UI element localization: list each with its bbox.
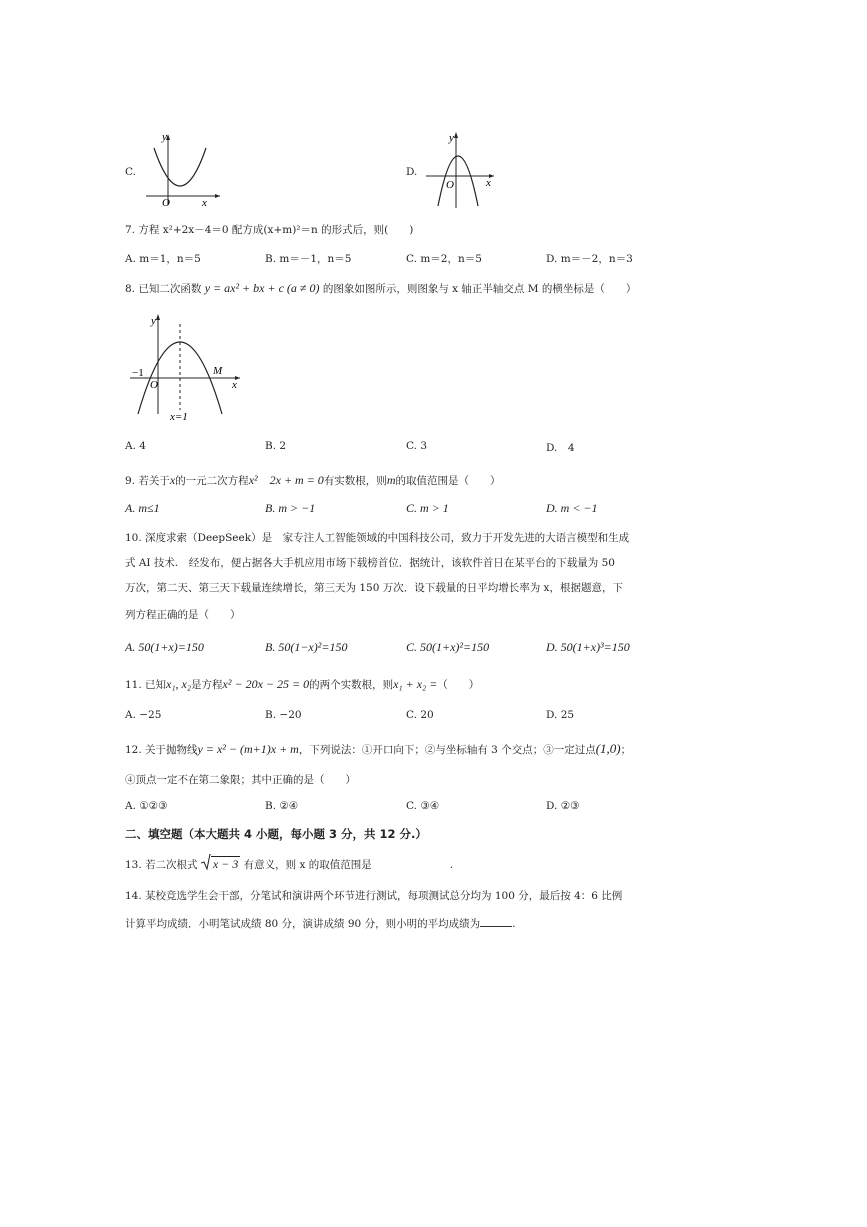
negative-one-label: −1 — [132, 367, 144, 379]
graph-option-d — [422, 128, 502, 210]
x-axis-label: x — [232, 379, 237, 391]
q12-point: (1,0) — [595, 741, 621, 756]
q9-variable-x: x — [169, 473, 176, 487]
parabola-curve — [438, 156, 478, 206]
q9-equation: x² 2x + m = 0 — [248, 473, 324, 487]
question-10-line-2: 式 AI 技术. 经发布，便占据各大手机应用市场下载榜首位．据统计，该软件首日在某平台的下载量为 50 — [125, 557, 615, 569]
question-14-line-2 — [125, 916, 515, 931]
q11-equation: x² − 20x − 25 = 0 — [222, 677, 310, 691]
q11-option-b: B. −20 — [265, 709, 302, 721]
q9-stem-end: 的取值范围是（ ） — [395, 475, 501, 487]
q9-option-a: A. m≤1 — [125, 501, 160, 515]
section-2-title: 二、填空题（本大题共 4 小题，每小题 3 分，共 12 分.） — [125, 827, 427, 841]
q11-option-a: A. −25 — [125, 709, 162, 721]
q14-line-2-text: 计算平均成绩．小明笔试成绩 80 分，演讲成绩 90 分，则小明的平均成绩为 — [125, 918, 481, 930]
q11-stem-end: （ ） — [437, 679, 480, 691]
q11-stem-post: 的两个实数根，则 — [309, 679, 394, 691]
q11-roots: x₁, x₂ — [166, 677, 192, 691]
question-10-line-3: 万次，第二天、第三天下载量连续增长，第三天为 150 万次．设下载量的日平均增长率为 x，根据题意，下 — [125, 582, 623, 594]
q9-option-c: C. m > 1 — [406, 501, 449, 515]
origin-label: O — [150, 379, 158, 391]
x-axis-label: x — [202, 197, 207, 208]
y-axis-label: y — [449, 132, 454, 144]
graph-option-c — [138, 130, 228, 208]
q9-option-d: D. m < −1 — [546, 501, 598, 515]
q8-parabola-graph — [128, 312, 246, 424]
q13-stem-pre: 13. 若二次根式 — [125, 859, 198, 871]
y-axis-label: y — [162, 131, 167, 143]
q11-option-c: C. 20 — [406, 709, 434, 721]
q12-option-b: B. ②④ — [265, 800, 299, 812]
q8-option-b: B. 2 — [265, 440, 287, 452]
q8-option-a: A. 4 — [125, 440, 146, 452]
q9-stem-mid: 的一元二次方程 — [175, 475, 249, 487]
q13-radicand: x − 3 — [212, 857, 239, 871]
q12-option-a: A. ①②③ — [125, 800, 168, 812]
q7-option-c: C. m＝2，n＝5 — [406, 253, 482, 265]
question-10-line-1: 10. 深度求索（DeepSeek）是 家专注人工智能领域的中国科技公司，致力于开发先进的大语言模型和生成 — [125, 532, 630, 544]
origin-label: O — [446, 179, 454, 191]
question-11-stem — [125, 677, 479, 692]
q13-radical — [201, 857, 240, 872]
q9-stem-post: 有实数根，则 — [323, 475, 387, 487]
q10-option-a: A. 50(1+x)=150 — [125, 640, 204, 654]
question-12-line-2: ④顶点一定不在第二象限；其中正确的是（ ） — [125, 774, 356, 786]
parabola-curve — [154, 148, 206, 186]
x-axis-label: x — [486, 177, 491, 189]
q10-option-b: B. 50(1−x)²=150 — [265, 640, 348, 654]
q12-stem-post: ，下列说法：①开口向下；②与坐标轴有 3 个交点；③一定过点 — [298, 744, 596, 756]
question-7-stem: 7. 方程 x²+2x－4＝0 配方成(x+m)²＝n 的形式后，则( ) — [125, 224, 414, 236]
question-8-stem — [125, 281, 636, 296]
q14-line-2-end: . — [512, 918, 516, 930]
q7-option-d: D. m＝－2，n＝3 — [546, 253, 633, 265]
origin-label: O — [162, 197, 170, 208]
q11-stem-pre: 11. 已知 — [125, 679, 167, 691]
question-9-stem — [125, 471, 500, 488]
q8-option-c: C. 3 — [406, 440, 428, 452]
option-c-label: C. — [125, 166, 136, 178]
q9-variable-m: m — [386, 473, 396, 487]
q12-parabola-formula: y = x² − (m+1)x + m — [197, 742, 299, 756]
q11-option-d: D. 25 — [546, 709, 575, 721]
y-axis-label: y — [151, 315, 156, 327]
q10-option-d: D. 50(1+x)³=150 — [546, 640, 630, 654]
q12-stem-pre: 12. 关于抛物线 — [125, 744, 198, 756]
q7-option-a: A. m＝1，n＝5 — [125, 253, 201, 265]
point-m-label: M — [213, 365, 223, 377]
q8-stem-pre: 8. 已知二次函数 — [125, 283, 202, 295]
q7-option-b: B. m＝－1，n＝5 — [265, 253, 352, 265]
q9-stem-pre: 9. 若关于 — [125, 475, 170, 487]
option-d-label: D. — [406, 166, 418, 178]
q8-option-d: D. 4 — [546, 442, 575, 454]
q10-option-c: C. 50(1+x)²=150 — [406, 640, 490, 654]
q11-stem-mid: 是方程 — [191, 679, 223, 691]
question-13-stem — [125, 857, 453, 872]
q12-stem-end: ； — [620, 744, 632, 756]
q13-stem-end: . — [449, 859, 454, 871]
q8-stem-post: 的图象如图所示，则图象与 x 轴正半轴交点 M 的横坐标是（ ） — [322, 283, 637, 295]
q13-stem-post: 有意义，则 x 的取值范围是 — [243, 859, 372, 871]
radical-sign-icon — [201, 854, 211, 870]
q8-function-formula: y = ax² + bx + c (a ≠ 0) — [204, 281, 320, 295]
question-14-line-1: 14. 某校竞选学生会干部，分笔试和演讲两个环节进行测试，每项测试总分均为 100 分，最后按 4：6 比例 — [125, 890, 623, 902]
symmetry-axis-label: x=1 — [170, 411, 188, 423]
question-12-stem — [125, 741, 631, 757]
q9-option-b: B. m > −1 — [265, 501, 316, 515]
q12-option-c: C. ③④ — [406, 800, 440, 812]
q11-sum-expression: x₁ + x₂ = — [393, 677, 438, 691]
q12-option-d: D. ②③ — [546, 800, 580, 812]
question-10-line-4: 列方程正确的是（ ） — [125, 609, 241, 621]
q14-answer-blank — [480, 916, 512, 927]
